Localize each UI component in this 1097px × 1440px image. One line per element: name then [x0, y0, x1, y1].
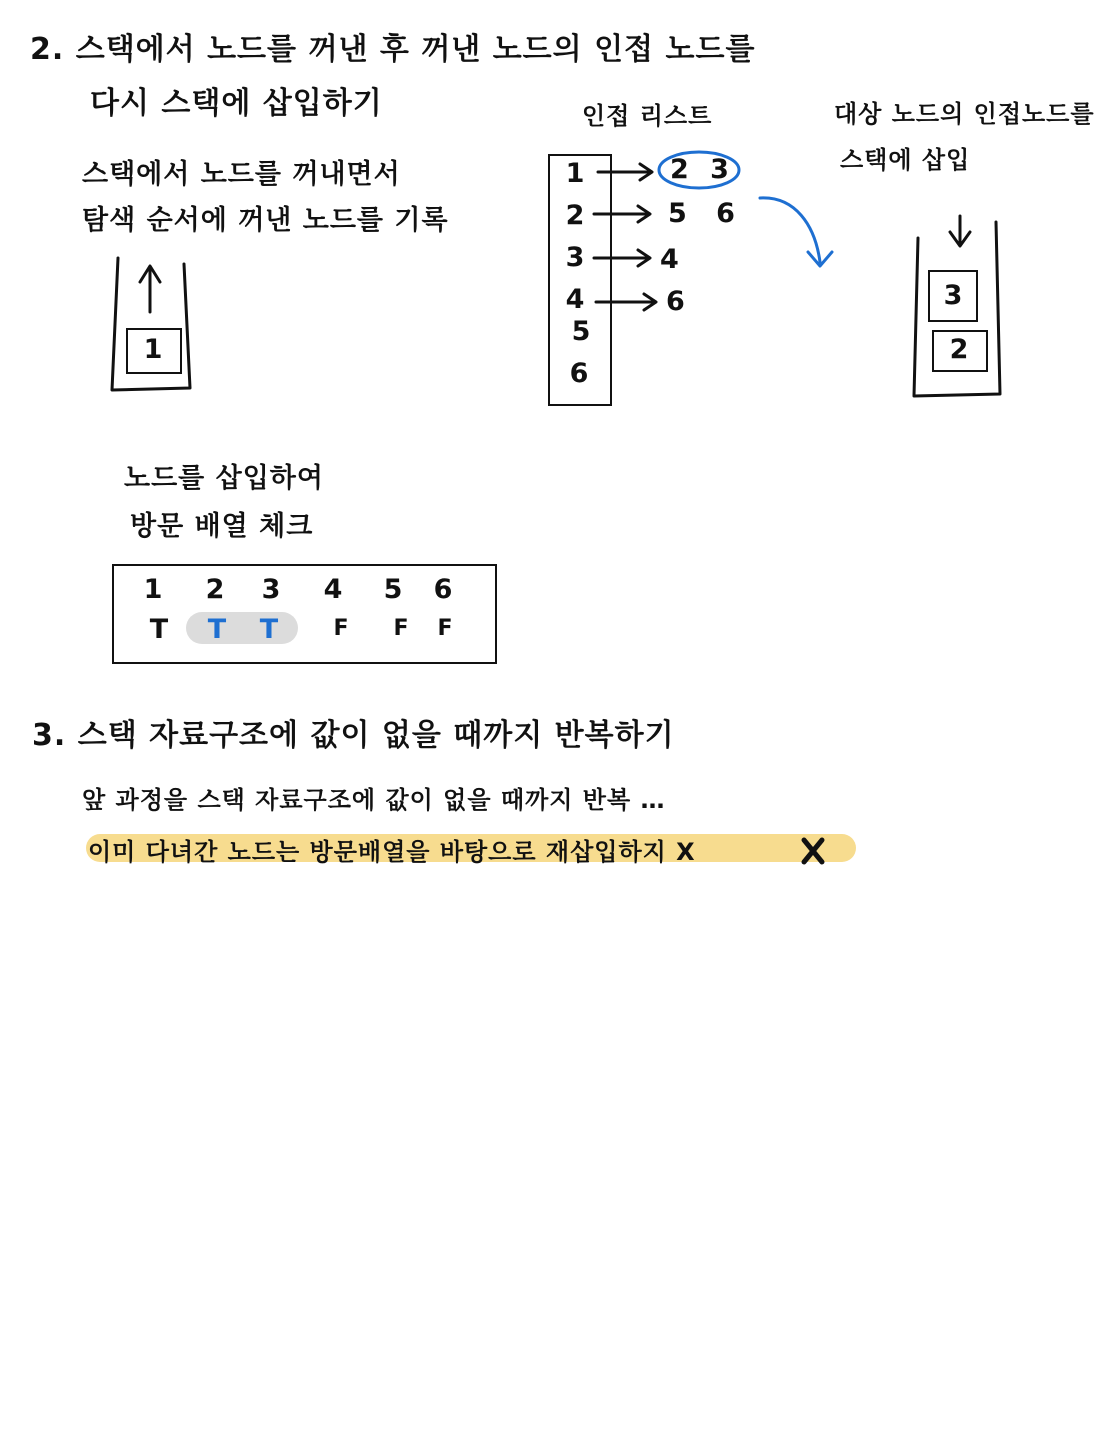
visited-value-2: T — [207, 614, 227, 645]
pop-note-line2: 탐색 순서에 꺼낸 노드를 기록 — [82, 205, 449, 236]
step2-title-line2: 다시 스택에 삽입하기 — [90, 86, 383, 121]
pop-arrow-icon — [140, 266, 160, 312]
push-arrow-icon — [950, 216, 970, 246]
visited-header-1: 1 — [143, 574, 163, 605]
visited-header-4: 4 — [323, 574, 343, 605]
pop-note-line1: 스택에서 노드를 꺼내면서 — [82, 159, 401, 190]
adj-node-6: 6 — [569, 358, 589, 389]
visited-note-line1: 노드를 삽입하여 — [124, 463, 324, 494]
visited-value-5: F — [393, 616, 409, 641]
adj-neighbors-2: 5 6 — [668, 198, 745, 229]
visited-note-line2: 방문 배열 체크 — [130, 511, 314, 542]
visited-value-6: F — [437, 616, 453, 641]
right-stack-item-top — [928, 270, 978, 322]
adj-node-4: 4 — [565, 284, 585, 315]
visited-value-1: T — [149, 614, 169, 645]
adj-node-1: 1 — [565, 158, 585, 189]
step2-title-line1: 2. 스택에서 노드를 꺼낸 후 꺼낸 노드의 인접 노드를 — [30, 32, 756, 67]
visited-header-6: 6 — [433, 574, 453, 605]
adj-neighbors-1: 2 3 — [670, 154, 735, 185]
step3-note: 앞 과정을 스택 자료구조에 값이 없을 때까지 반복 … — [82, 786, 666, 814]
adj-node-5: 5 — [571, 316, 591, 347]
right-stack-item-3: 3 — [943, 280, 963, 311]
adjacency-title: 인접 리스트 — [582, 102, 713, 130]
target-note-line2: 스택에 삽입 — [840, 146, 971, 174]
adj-node-3: 3 — [565, 242, 585, 273]
curve-arrow-icon — [760, 198, 820, 262]
right-stack-item-2: 2 — [949, 334, 969, 365]
visited-header-2: 2 — [205, 574, 225, 605]
visited-header-3: 3 — [261, 574, 281, 605]
adj-node-2: 2 — [565, 200, 585, 231]
adj-neighbors-3: 4 — [660, 244, 680, 275]
visited-header-5: 5 — [383, 574, 403, 605]
right-stack-item-bottom — [932, 330, 988, 372]
step3-title: 3. 스택 자료구조에 값이 없을 때까지 반복하기 — [32, 718, 675, 753]
left-stack-item-box — [126, 328, 182, 374]
visited-value-4: F — [333, 616, 349, 641]
adj-neighbors-4: 6 — [666, 286, 686, 317]
target-note-line1: 대상 노드의 인접노드를 — [834, 100, 1095, 128]
step3-highlight-note: 이미 다녀간 노드는 방문배열을 바탕으로 재삽입하지 X — [88, 838, 696, 866]
visited-value-3: T — [259, 614, 279, 645]
left-stack-item: 1 — [143, 334, 163, 365]
